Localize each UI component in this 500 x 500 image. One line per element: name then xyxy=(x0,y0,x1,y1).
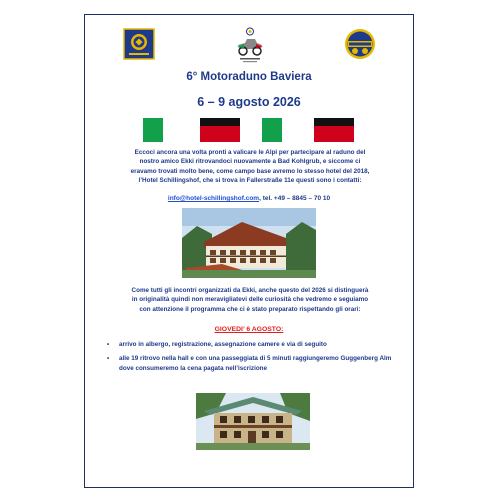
program-intro-paragraph xyxy=(101,286,399,314)
intro-line: Eccoci ancora una volta pronti a valicare le Alpi per partecipare al raduno del xyxy=(134,149,366,156)
germany-flag-icon xyxy=(314,118,354,142)
schedule-text: arrivo in albergo, registrazione, assegnazione camere e via di seguito xyxy=(119,341,327,348)
germany-flag-icon xyxy=(200,118,240,142)
hotel-email-link[interactable]: info@hotel-schillingshof.com xyxy=(167,195,260,202)
event-title: 6° Motoraduno Baviera xyxy=(186,71,312,83)
lions-international-logo xyxy=(344,28,376,60)
list-item xyxy=(107,354,397,373)
bullet: • xyxy=(107,355,110,363)
list-item xyxy=(107,340,397,349)
intro-paragraph xyxy=(101,148,399,186)
contact-line xyxy=(85,195,413,202)
bullet: • xyxy=(107,341,110,348)
guggenberg-alm-photo xyxy=(196,393,310,450)
day-heading: GIOVEDI’ 6 AGOSTO: xyxy=(214,326,284,333)
schedule-text: alle 19 ritrovo nella hall e con una passeggiata di 5 minuti raggiungeremo Guggenberg Alm dove consumeremo la cena pagata nell’iscrizione xyxy=(119,355,392,372)
hotel-photo xyxy=(182,208,316,278)
lions-club-emblem-logo xyxy=(123,28,155,60)
intro-line: eravamo trovati molto bene, come campo base avremo lo stesso hotel del 2018, xyxy=(130,167,370,175)
intro-line: l’Hotel Schillingshof, che si trova in Fallerstraße 11e questi sono i contatti: xyxy=(138,177,362,185)
program-line: con attenzione il programma che ci è stato preparato rispettando gli orari: xyxy=(139,305,361,313)
hotel-phone: , tel. +49 – 8845 – 70 10 xyxy=(259,195,331,202)
schedule-list xyxy=(107,340,397,378)
italy-flag-icon xyxy=(143,118,163,142)
italy-flag-icon xyxy=(262,118,282,142)
event-dates: 6 – 9 agosto 2026 xyxy=(197,95,301,109)
program-line: Come tutti gli incontri organizzati da Ekki, anche questo del 2026 si distinguerà xyxy=(131,287,369,294)
intro-line: nostro amico Ekki ritrovandoci nuovamente a Bad Kohlgrub, e siccome ci xyxy=(139,158,361,166)
program-line: in originalità quindi non meravigliatevi delle curiosità che vedremo e seguiamo xyxy=(131,296,369,304)
flags-row xyxy=(85,118,413,142)
document-page xyxy=(84,14,414,488)
motorcycle-club-logo xyxy=(235,27,265,65)
